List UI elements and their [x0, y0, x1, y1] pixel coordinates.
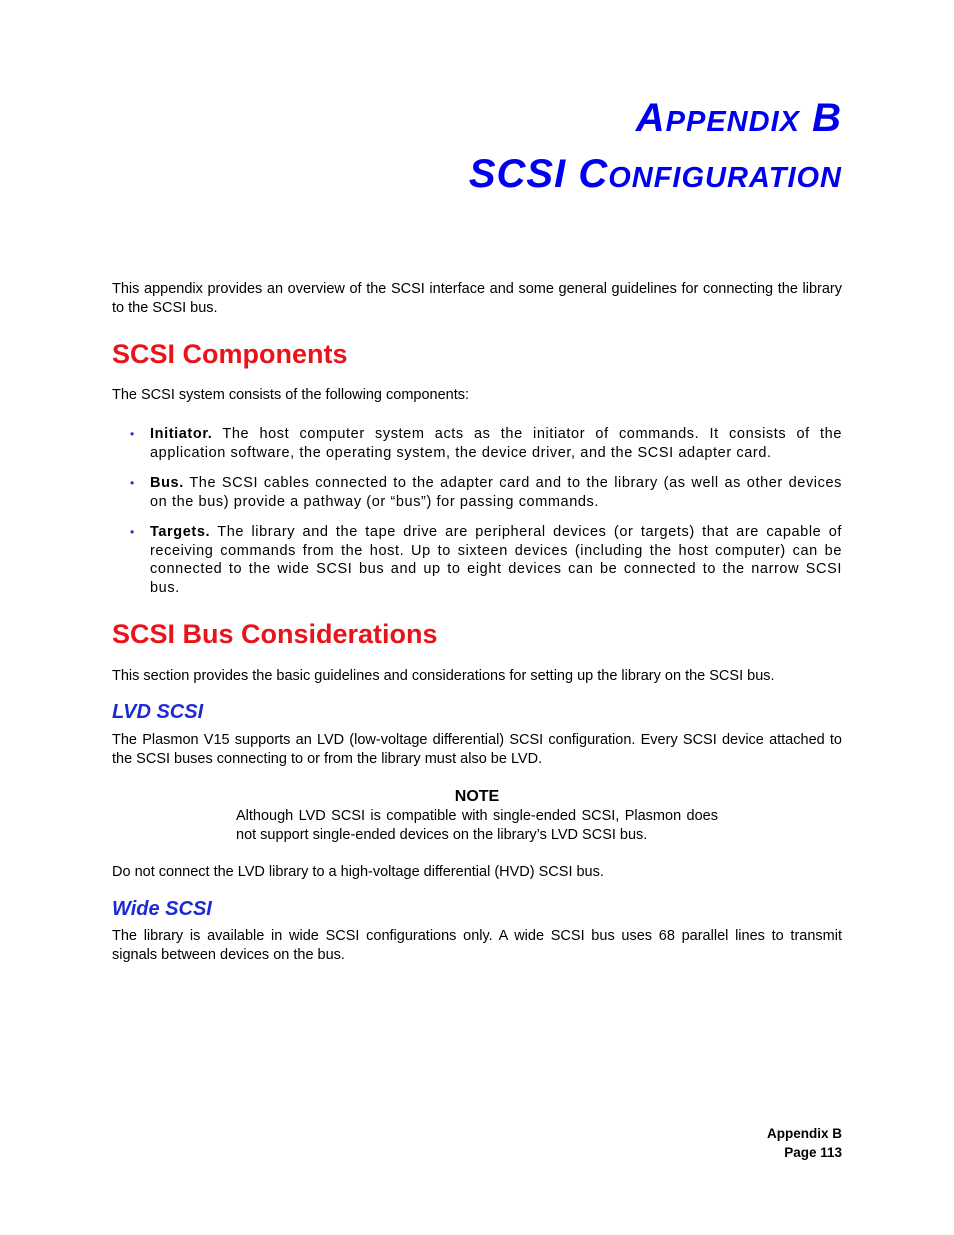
components-list [130, 425, 842, 597]
bullet-icon: • [130, 427, 135, 441]
title-line-2: SCSI CONFIGURATION [468, 152, 842, 196]
bullet-icon: • [130, 525, 135, 539]
footer-appendix: Appendix B [766, 1126, 842, 1141]
lvd-warning: Do not connect the LVD library to a high-voltage differential (HVD) SCSI bus. [112, 864, 604, 880]
lvd-paragraph: The Plasmon V15 supports an LVD (low-voltage differential) SCSI configuration. Every SCSI device attached to the SCSI buses connecting to or from the library must also be LVD. [112, 732, 842, 767]
components-lead: The SCSI system consists of the following components: [112, 387, 470, 403]
bullet-icon: • [130, 476, 135, 490]
heading-lvd-scsi: LVD SCSI [112, 701, 204, 723]
list-item-targets: • Targets. The library and the tape drive are peripheral devices (or targets) that are capable of receiving commands from the host. Up to sixteen devices (including the host computer) can be connected to the wide SCSI bus and up to eight devices can be connected to the narrow SCSI bus. [130, 524, 842, 596]
page-title [112, 92, 842, 204]
title-line-1: APPENDIX B [635, 96, 842, 140]
heading-wide-scsi: Wide SCSI [112, 898, 212, 920]
note-text: Although LVD SCSI is compatible with single-ended SCSI, Plasmon does not support single-ended devices on the library’s LVD SCSI bus. [236, 808, 718, 843]
page-footer [767, 1124, 842, 1162]
footer-page-number: Page 113 [784, 1145, 842, 1160]
heading-scsi-components: SCSI Components [112, 339, 348, 369]
heading-scsi-bus-considerations: SCSI Bus Considerations [112, 619, 438, 649]
bus-lead: This section provides the basic guidelines and considerations for setting up the library on the SCSI bus. [112, 668, 775, 684]
intro-paragraph: This appendix provides an overview of the SCSI interface and some general guidelines for connecting the library to the SCSI bus. [112, 281, 842, 316]
list-item-initiator: • Initiator. The host computer system acts as the initiator of commands. It consists of the application software, the operating system, the device driver, and the SCSI adapter card. [130, 426, 842, 461]
list-item-bus: • Bus. The SCSI cables connected to the adapter card and to the library (as well as other devices on the bus) provide a pathway (or “bus”) for passing commands. [130, 475, 842, 510]
note-heading: NOTE [454, 788, 500, 805]
wide-paragraph: The library is available in wide SCSI configurations only. A wide SCSI bus uses 68 parallel lines to transmit signals between devices on the bus. [112, 928, 842, 963]
note-box [236, 787, 718, 845]
